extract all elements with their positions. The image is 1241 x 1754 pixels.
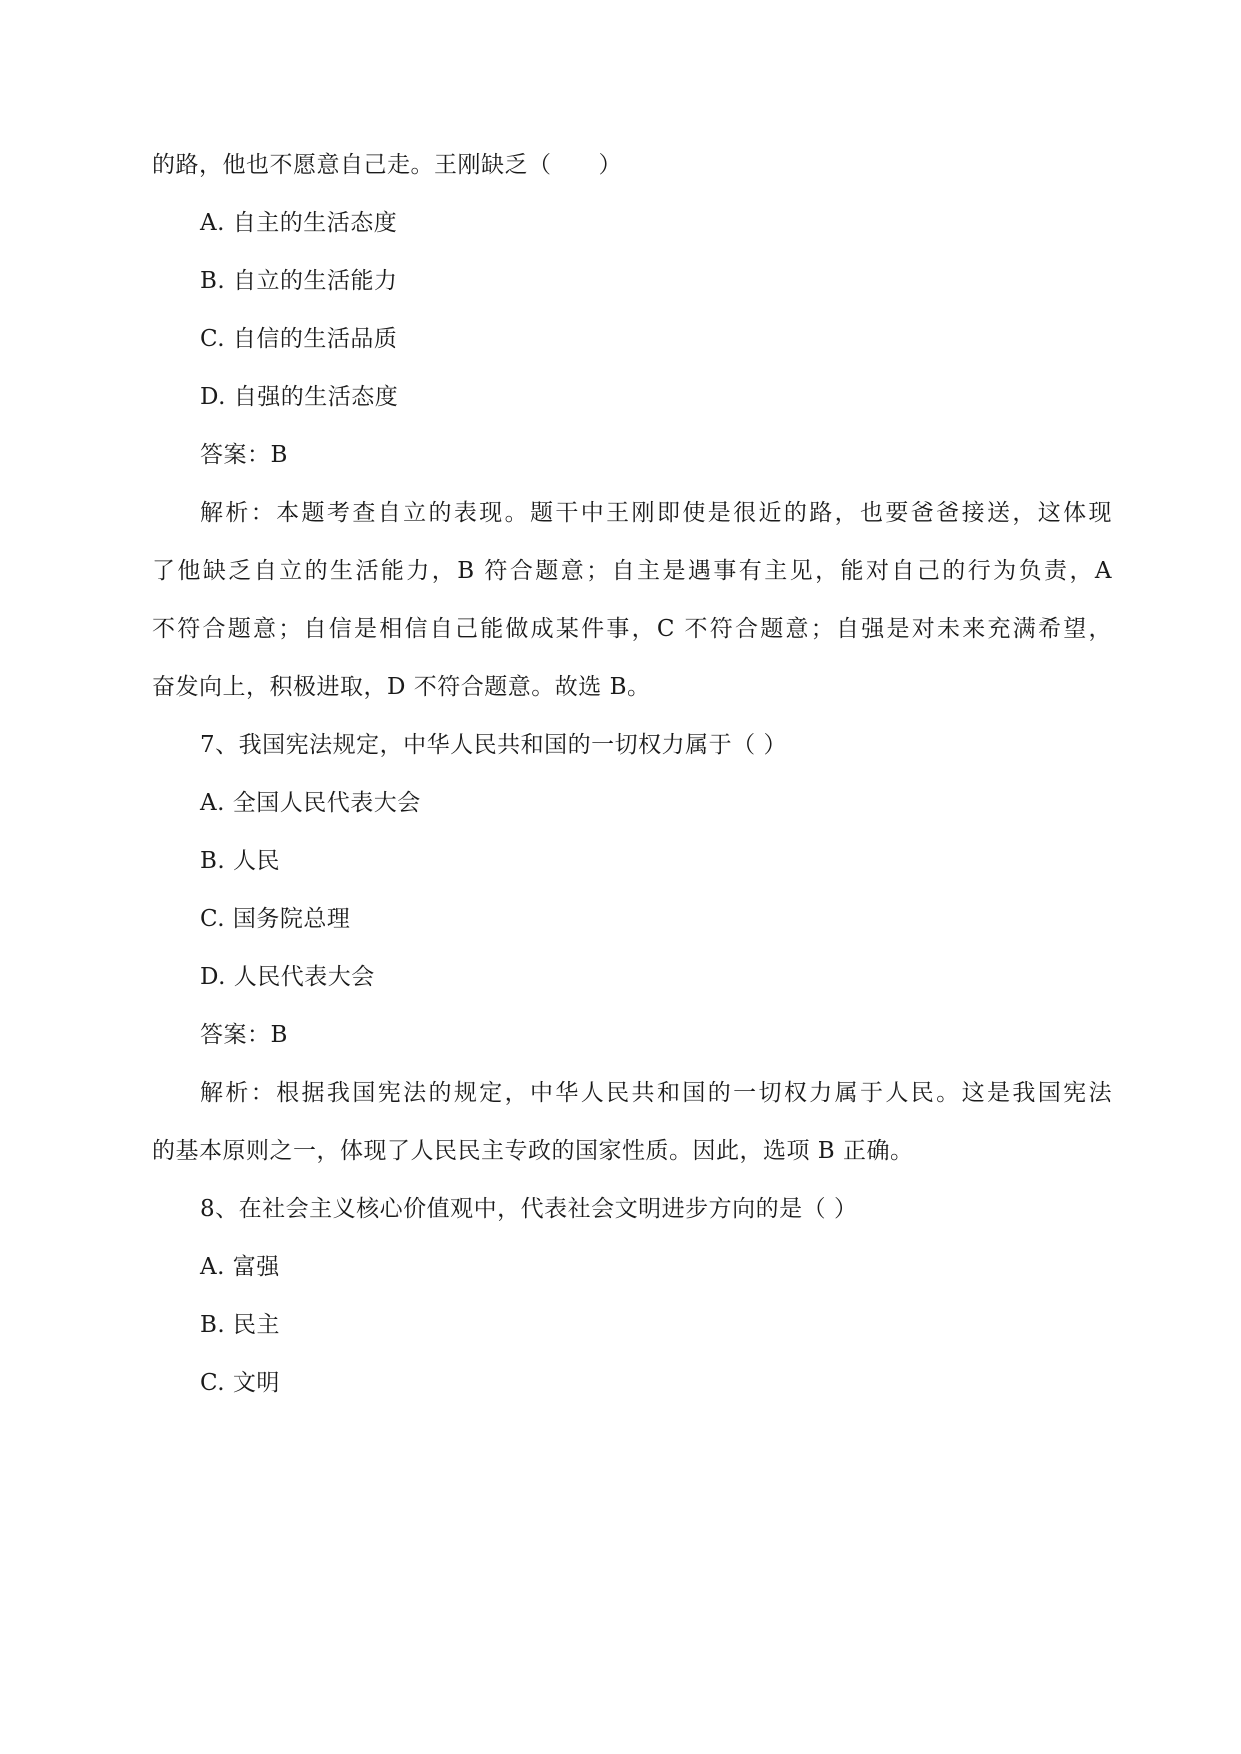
- question-7-option-d: D. 人民代表大会: [200, 964, 375, 990]
- question-6-option-c: C. 自信的生活品质: [200, 326, 398, 352]
- question-8-option-b: B. 民主: [200, 1312, 281, 1338]
- question-6-option-d: D. 自强的生活态度: [200, 384, 399, 410]
- question-6-option-a: A. 自主的生活态度: [200, 210, 398, 236]
- question-6-stem-tail: 的路，他也不愿意自己走。王刚缺乏（ ）: [152, 152, 622, 178]
- question-6-answer: 答案：B: [200, 442, 288, 468]
- question-6-option-b: B. 自立的生活能力: [200, 268, 398, 294]
- question-7-option-a: A. 全国人民代表大会: [200, 790, 421, 816]
- question-8-option-a: A. 富强: [200, 1254, 280, 1280]
- question-8-option-c: C. 文明: [200, 1370, 280, 1396]
- question-6-analysis-line-3: 不符合题意；自信是相信自己能做成某件事，C 不符合题意；自强是对未来充满希望，: [152, 616, 1112, 642]
- question-6-analysis-line-1: 解析：本题考查自立的表现。题干中王刚即使是很近的路，也要爸爸接送，这体现: [200, 500, 1112, 526]
- question-7-analysis-line-1: 解析：根据我国宪法的规定，中华人民共和国的一切权力属于人民。这是我国宪法: [200, 1080, 1112, 1106]
- question-7-stem: 7、我国宪法规定，中华人民共和国的一切权力属于（ ）: [200, 732, 787, 758]
- question-6-analysis-line-4: 奋发向上，积极进取，D 不符合题意。故选 B。: [152, 674, 651, 700]
- question-7-answer: 答案：B: [200, 1022, 288, 1048]
- question-7-option-b: B. 人民: [200, 848, 281, 874]
- question-8-stem: 8、在社会主义核心价值观中，代表社会文明进步方向的是（ ）: [200, 1196, 858, 1222]
- question-6-analysis-line-2: 了他缺乏自立的生活能力，B 符合题意；自主是遇事有主见，能对自己的行为负责，A: [152, 558, 1112, 584]
- question-7-analysis-line-2: 的基本原则之一，体现了人民民主专政的国家性质。因此，选项 B 正确。: [152, 1138, 914, 1164]
- question-7-option-c: C. 国务院总理: [200, 906, 351, 932]
